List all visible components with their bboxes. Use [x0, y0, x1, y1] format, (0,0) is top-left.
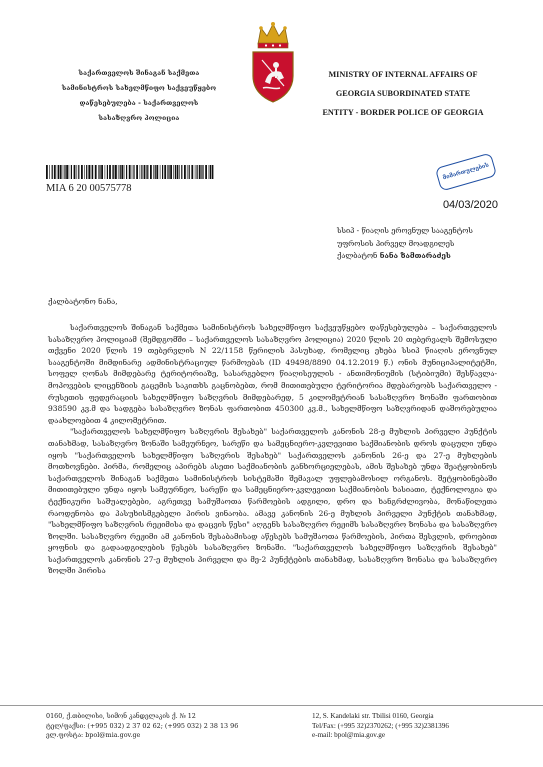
- barcode-bar: [160, 165, 161, 179]
- barcode-bar: [189, 165, 190, 179]
- barcode-bar: [71, 165, 72, 179]
- barcode-bar: [113, 165, 114, 179]
- footer-georgian: [46, 712, 276, 741]
- barcode-bar: [112, 165, 113, 179]
- addressee-line: უფროსის პირველ მოადგილეს: [337, 238, 455, 248]
- barcode-bar: [168, 165, 169, 179]
- barcode-bar: [124, 165, 125, 179]
- barcode-bar: [173, 165, 174, 179]
- barcode-bar: [105, 165, 106, 179]
- barcode-bar: [177, 165, 179, 179]
- barcode-bar: [156, 165, 158, 179]
- barcode-bar: [77, 165, 78, 179]
- barcode-bar: [133, 165, 134, 179]
- barcode-bar: [92, 165, 93, 179]
- barcode-bar: [141, 165, 142, 179]
- barcode-bar: [144, 165, 146, 179]
- barcode-bar: [121, 165, 123, 179]
- barcode-bar: [46, 165, 48, 179]
- barcode-bar: [184, 165, 186, 179]
- coat-of-arms-icon: [248, 20, 298, 106]
- barcode-bar: [147, 165, 148, 179]
- barcode-bar: [175, 165, 176, 179]
- header-ge-line: სამინისტროს სახელმწიფო საქვეუწყებო: [61, 84, 217, 92]
- barcode-bar: [197, 165, 198, 179]
- barcode-bar: [98, 165, 99, 179]
- addressee-prefix: ქალბატონ: [337, 251, 378, 260]
- header-ge-line: საქართველოს შინაგან საქმეთა: [78, 69, 200, 77]
- barcode-bar: [86, 165, 87, 179]
- addressee-line: სსიპ - წიაღის ეროვნულ სააგენტოს: [337, 226, 473, 235]
- barcode-bar: [88, 165, 90, 179]
- addressee-block: [337, 225, 507, 263]
- barcode-bar: [191, 165, 193, 179]
- barcode-bar: [118, 165, 119, 179]
- barcode-bar: [69, 165, 70, 179]
- registration-stamp: [435, 152, 497, 191]
- barcode-bar: [54, 165, 56, 179]
- header-ge-line: სასაზღვრო პოლიცია: [98, 114, 180, 122]
- barcode-bar: [210, 165, 211, 179]
- barcode-bar: [115, 165, 117, 179]
- barcode-bar: [81, 165, 83, 179]
- barcode-bar: [170, 165, 172, 179]
- barcode-bar: [209, 165, 210, 179]
- barcode-bar: [120, 165, 121, 179]
- barcode-bar: [205, 165, 207, 179]
- footer-address: 0160, ქ.თბილისი, სიმონ კანდელაკის ქ. № 12: [46, 712, 196, 720]
- barcode-bar: [63, 165, 64, 179]
- barcode-bar: [107, 165, 108, 179]
- barcode-bar: [146, 165, 147, 179]
- header-ge-line: დაწესებულება - საქართველოს: [79, 99, 199, 107]
- barcode-bar: [167, 165, 168, 179]
- barcode-bar: [84, 165, 85, 179]
- barcode-bar: [140, 165, 141, 179]
- barcode-bar: [181, 165, 182, 179]
- footer-email: e-mail: bpol@mia.gov.ge: [312, 731, 386, 739]
- letter-body: [48, 322, 497, 577]
- barcode-bar: [74, 165, 76, 179]
- header-en-line: ENTITY - BORDER POLICE OF GEORGIA: [322, 108, 484, 117]
- addressee-line: [337, 250, 507, 263]
- barcode-bar: [49, 165, 50, 179]
- barcode-bar: [99, 165, 100, 179]
- footer-address: 12, S. Kandelaki str. Tbilisi 0160, Georgia: [312, 712, 434, 720]
- barcode-bar: [66, 165, 68, 179]
- stamp-text: მიმართულების: [442, 162, 490, 182]
- footer-divider: [0, 705, 543, 706]
- barcode-bar: [164, 165, 166, 179]
- barcode-bar: [179, 165, 180, 179]
- footer-english: [312, 712, 512, 741]
- barcode-bar: [136, 165, 138, 179]
- header-en-line: GEORGIA SUBORDINATED STATE: [335, 89, 471, 98]
- footer-phone: Tel/Fax: (+995 32)2370262; (+995 32)2381396: [312, 721, 449, 730]
- barcode-bar: [202, 165, 203, 179]
- barcode-bar: [95, 165, 97, 179]
- footer-phone: ტელ/ფაქსი: (+995 032) 2 37 02 62; (+995 032) 2 38 13 96: [46, 721, 239, 730]
- barcode-bar: [57, 165, 58, 179]
- body-paragraph: საქართველოს შინაგან საქმეთა სამინისტროს სახელმწიფო საქვეუწყებო დაწესებულება – საქართველოს სასაზღვრო პოლიციამ (შემდგომში – საქართველოს სასაზღვრო პოლიცია) 2020 წლის 20 თებერვალს შემოსული თქვენი 2020 წლის 19 თებერვლის N 22/1158 წერილის პასუხად, რომელიც ეხება სსიპ წიაღის ეროვნულ სააგენტოში მიმდინარე ადმინისტრაციულ წარმოებას (ID 49498/8890 04.12.2019 წ.) ონის მუნიციპალიტეტში, სოფელ ღონას მიმდებარე ტერიტორიაზე, სასარგებლო წიაღისეულის - ანთიმონიუმის (სტიბიუმი) შესწავლა-მოპოვების ლიცენზიის გაცემის საკითხს გაცნობებთ, რომ მითითებული ტერიტორია მდებარეობს საქართველო - რუსეთის ფედერაციის სახელმწიფო საზღვრის მიმდებარედ, 5 კილომეტრიან სასაზღვრო ზონაში ფართობით 938590 კვ.მ და სადგება სასაზღვრო ზონას ფართობით 450300 კვ.მ., სახელმწიფო საზღვრიდან დაშორებულია დაახლოებით 4 კილომეტრით.: [48, 323, 497, 425]
- barcode-bar: [212, 165, 214, 179]
- barcode-bar: [60, 165, 62, 179]
- barcode-bar: [64, 165, 65, 179]
- barcode-bar: [91, 165, 92, 179]
- barcode-bar: [187, 165, 188, 179]
- barcode-bar: [150, 165, 152, 179]
- document-number: MIA 6 20 00575778: [46, 183, 132, 194]
- header-en-line: MINISTRY OF INTERNAL AFFAIRS OF: [328, 70, 478, 79]
- barcode-bar: [155, 165, 156, 179]
- barcode-bar: [199, 165, 201, 179]
- body-paragraph: "საქართველოს სახელმწიფო საზღვრის შესახებ" საქართველოს კანონის 28-ე მუხლის პირველი პუნქტის თანახმად, სასაზღვრო ზონაში სამეურნეო, სარეწი და სამეცნიერო-კვლევითი საქმიანობის დროს დაცული უნდა იყოს "საქართველოს სახელმწიფო საზღვრის შესახებ" საქართველოს კანონის 26-ე და 27-ე მუხლების მოთხოვნები. პირმა, რომელიც აპირებს ასეთი საქმიანობის განხორციელებას, ამის შესახებ უნდა შეატყობინოს საქართველოს შინაგან საქმეთა სამინისტროს სისტემაში შემავალ უფლებამოსილ ორგანოს. შეტყობინებაში მითითებული უნდა იყოს სამეურნეო, სარეწი და სამეცნიერო-კვლევითი საქმიანობის ხასიათი, ტექნოლოგია და ტექნიკური საშუალებები, აგრეთვე სამუშაოთა წარმოების ადგილი, დრო და ხანგრძლივობა, მონაწილეთა რაოდენობა და პასუხისმგებელი პირის ვინაობა. ამავე კანონის 26-ე მუხლის პირველი პუნქტის თანახმად, "სახელმწიფო საზღვრის რეჟიმისა და დაცვის წესი" აღგენს სასაზღვრო რეჟიმს სასაზღვრო ზონასა და სასაზღვრო ზოლში. სასაზღვრო რეჟიმი ამ კანონის შესაბამისად აწესებს სამუშაოთა წარმოების, პირთა შესვლის, დროებით ყოფნის და გადაადგილების წესებს სასაზღვრო ზონაში. "საქართველოს სახელმწიფო საზღვრის შესახებ" საქართველოს კანონის 27-ე მუხლის პირველი და მე-2 პუნქტების თანახმად, სასაზღვრო ზონასა და სასაზღვრო ზოლში პირისა: [48, 427, 497, 576]
- addressee-name: ნანა ზამთარაძეს: [379, 251, 451, 260]
- barcode-bar: [129, 165, 131, 179]
- document-date: 04/03/2020: [442, 199, 498, 211]
- header-english: [318, 65, 488, 122]
- barcode-bar: [58, 165, 59, 179]
- barcode-bar: [153, 165, 154, 179]
- barcode-bar: [195, 165, 196, 179]
- barcode-bar: [52, 165, 53, 179]
- barcode-bar: [126, 165, 127, 179]
- barcode-bar: [132, 165, 133, 179]
- barcode-bar: [78, 165, 79, 179]
- barcode-icon: [46, 165, 216, 179]
- header-georgian: [54, 66, 224, 126]
- salutation: ქალბატონო ნანა,: [48, 297, 118, 306]
- barcode-bar: [201, 165, 202, 179]
- footer-email: ელ.ფოსტა: bpol@mia.gov.ge: [46, 731, 141, 739]
- barcode-bar: [162, 165, 163, 179]
- barcode-bar: [109, 165, 111, 179]
- barcode-bar: [101, 165, 103, 179]
